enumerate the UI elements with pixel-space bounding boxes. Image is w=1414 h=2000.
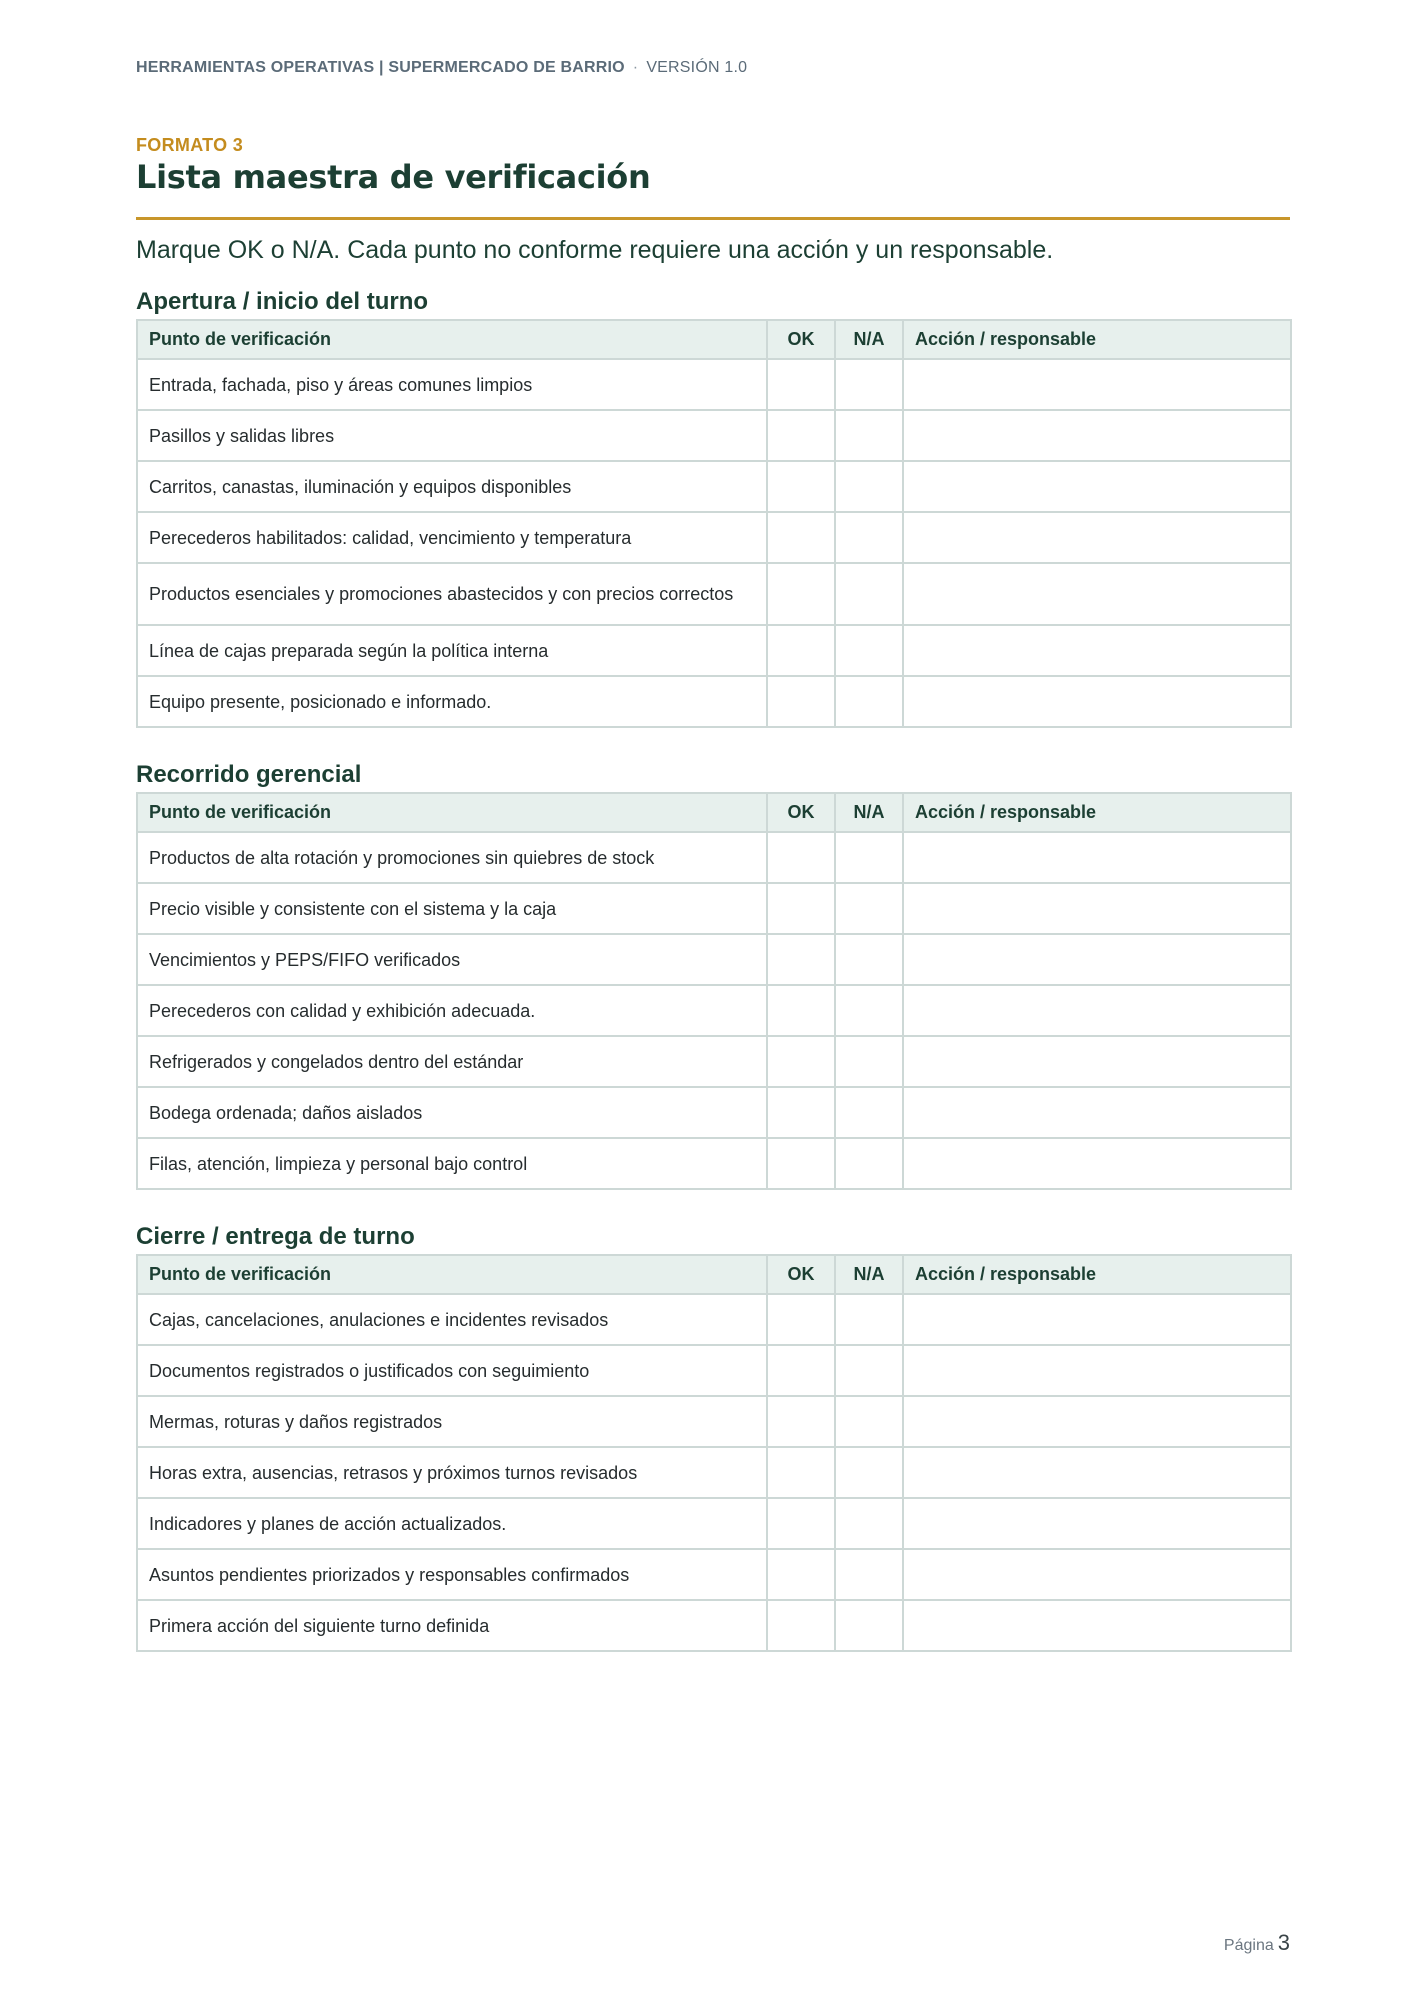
na-checkbox-cell[interactable] bbox=[835, 1345, 903, 1396]
table-row bbox=[137, 985, 1291, 1036]
check-item-label: Filas, atención, limpieza y personal bajo control bbox=[137, 1138, 767, 1189]
check-item-label: Horas extra, ausencias, retrasos y próximos turnos revisados bbox=[137, 1447, 767, 1498]
checklist-table bbox=[136, 319, 1292, 728]
column-header-ok: OK bbox=[767, 793, 835, 832]
page-title: Lista maestra de verificación bbox=[136, 158, 651, 196]
ok-checkbox-cell[interactable] bbox=[767, 883, 835, 934]
running-header bbox=[136, 59, 747, 77]
column-header-na: N/A bbox=[835, 320, 903, 359]
table-row bbox=[137, 1138, 1291, 1189]
table-row bbox=[137, 512, 1291, 563]
ok-checkbox-cell[interactable] bbox=[767, 985, 835, 1036]
action-responsible-field[interactable] bbox=[903, 1345, 1291, 1396]
table-row bbox=[137, 934, 1291, 985]
ok-checkbox-cell[interactable] bbox=[767, 1498, 835, 1549]
ok-checkbox-cell[interactable] bbox=[767, 1138, 835, 1189]
action-responsible-field[interactable] bbox=[903, 934, 1291, 985]
action-responsible-field[interactable] bbox=[903, 1549, 1291, 1600]
table-row bbox=[137, 1498, 1291, 1549]
action-responsible-field[interactable] bbox=[903, 410, 1291, 461]
na-checkbox-cell[interactable] bbox=[835, 985, 903, 1036]
table-header-row bbox=[137, 793, 1291, 832]
table-row bbox=[137, 410, 1291, 461]
check-item-label: Indicadores y planes de acción actualizados. bbox=[137, 1498, 767, 1549]
format-kicker: FORMATO 3 bbox=[136, 135, 244, 155]
instructions: Marque OK o N/A. Cada punto no conforme requiere una acción y un responsable. bbox=[136, 236, 1054, 264]
action-responsible-field[interactable] bbox=[903, 1498, 1291, 1549]
action-responsible-field[interactable] bbox=[903, 1447, 1291, 1498]
na-checkbox-cell[interactable] bbox=[835, 1549, 903, 1600]
table-header-row bbox=[137, 320, 1291, 359]
ok-checkbox-cell[interactable] bbox=[767, 1036, 835, 1087]
check-item-label: Precio visible y consistente con el sistema y la caja bbox=[137, 883, 767, 934]
check-item-label: Vencimientos y PEPS/FIFO verificados bbox=[137, 934, 767, 985]
table-row bbox=[137, 359, 1291, 410]
na-checkbox-cell[interactable] bbox=[835, 1036, 903, 1087]
ok-checkbox-cell[interactable] bbox=[767, 512, 835, 563]
check-item-label: Perecederos habilitados: calidad, vencimiento y temperatura bbox=[137, 512, 767, 563]
column-header-action: Acción / responsable bbox=[903, 793, 1291, 832]
check-item-label: Pasillos y salidas libres bbox=[137, 410, 767, 461]
check-item-label: Línea de cajas preparada según la política interna bbox=[137, 625, 767, 676]
action-responsible-field[interactable] bbox=[903, 512, 1291, 563]
action-responsible-field[interactable] bbox=[903, 359, 1291, 410]
ok-checkbox-cell[interactable] bbox=[767, 1294, 835, 1345]
ok-checkbox-cell[interactable] bbox=[767, 934, 835, 985]
na-checkbox-cell[interactable] bbox=[835, 461, 903, 512]
header-separator: · bbox=[632, 59, 639, 76]
ok-checkbox-cell[interactable] bbox=[767, 832, 835, 883]
ok-checkbox-cell[interactable] bbox=[767, 1600, 835, 1651]
check-item-label: Perecederos con calidad y exhibición adecuada. bbox=[137, 985, 767, 1036]
action-responsible-field[interactable] bbox=[903, 1396, 1291, 1447]
na-checkbox-cell[interactable] bbox=[835, 359, 903, 410]
header-org: HERRAMIENTAS OPERATIVAS | SUPERMERCADO DE BARRIO bbox=[136, 59, 625, 76]
column-header-item: Punto de verificación bbox=[137, 793, 767, 832]
ok-checkbox-cell[interactable] bbox=[767, 1549, 835, 1600]
na-checkbox-cell[interactable] bbox=[835, 1396, 903, 1447]
check-item-label: Mermas, roturas y daños registrados bbox=[137, 1396, 767, 1447]
section-recorrido bbox=[136, 758, 1290, 1190]
section-title: Apertura / inicio del turno bbox=[136, 288, 429, 315]
page-label: Página bbox=[1223, 1937, 1274, 1954]
check-item-label: Bodega ordenada; daños aislados bbox=[137, 1087, 767, 1138]
check-item-label: Carritos, canastas, iluminación y equipos disponibles bbox=[137, 461, 767, 512]
ok-checkbox-cell[interactable] bbox=[767, 1087, 835, 1138]
na-checkbox-cell[interactable] bbox=[835, 1087, 903, 1138]
ok-checkbox-cell[interactable] bbox=[767, 1447, 835, 1498]
na-checkbox-cell[interactable] bbox=[835, 832, 903, 883]
page-footer bbox=[1224, 1930, 1290, 1956]
ok-checkbox-cell[interactable] bbox=[767, 410, 835, 461]
na-checkbox-cell[interactable] bbox=[835, 563, 903, 625]
action-responsible-field[interactable] bbox=[903, 883, 1291, 934]
check-item-label: Equipo presente, posicionado e informado. bbox=[137, 676, 767, 727]
na-checkbox-cell[interactable] bbox=[835, 1294, 903, 1345]
ok-checkbox-cell[interactable] bbox=[767, 461, 835, 512]
column-header-item: Punto de verificación bbox=[137, 1255, 767, 1294]
action-responsible-field[interactable] bbox=[903, 461, 1291, 512]
column-header-item: Punto de verificación bbox=[137, 320, 767, 359]
table-row bbox=[137, 1600, 1291, 1651]
ok-checkbox-cell[interactable] bbox=[767, 359, 835, 410]
page-number: 3 bbox=[1277, 1930, 1290, 1955]
action-responsible-field[interactable] bbox=[903, 1036, 1291, 1087]
action-responsible-field[interactable] bbox=[903, 832, 1291, 883]
check-item-label: Documentos registrados o justificados con seguimiento bbox=[137, 1345, 767, 1396]
action-responsible-field[interactable] bbox=[903, 1138, 1291, 1189]
action-responsible-field[interactable] bbox=[903, 1600, 1291, 1651]
na-checkbox-cell[interactable] bbox=[835, 512, 903, 563]
checklist-table bbox=[136, 792, 1292, 1190]
action-responsible-field[interactable] bbox=[903, 1294, 1291, 1345]
table-row bbox=[137, 625, 1291, 676]
ok-checkbox-cell[interactable] bbox=[767, 563, 835, 625]
table-row bbox=[137, 1396, 1291, 1447]
check-item-label: Entrada, fachada, piso y áreas comunes limpios bbox=[137, 359, 767, 410]
column-header-ok: OK bbox=[767, 320, 835, 359]
check-item-label: Cajas, cancelaciones, anulaciones e incidentes revisados bbox=[137, 1294, 767, 1345]
title-divider bbox=[136, 217, 1290, 220]
table-row bbox=[137, 1036, 1291, 1087]
na-checkbox-cell[interactable] bbox=[835, 410, 903, 461]
check-item-label: Productos de alta rotación y promociones sin quiebres de stock bbox=[137, 832, 767, 883]
check-item-label: Productos esenciales y promociones abastecidos y con precios correctos bbox=[137, 563, 767, 625]
header-version: VERSIÓN 1.0 bbox=[646, 59, 748, 76]
action-responsible-field[interactable] bbox=[903, 625, 1291, 676]
table-row bbox=[137, 883, 1291, 934]
ok-checkbox-cell[interactable] bbox=[767, 676, 835, 727]
ok-checkbox-cell[interactable] bbox=[767, 1345, 835, 1396]
action-responsible-field[interactable] bbox=[903, 676, 1291, 727]
check-item-label: Asuntos pendientes priorizados y responsables confirmados bbox=[137, 1549, 767, 1600]
column-header-action: Acción / responsable bbox=[903, 320, 1291, 359]
check-item-label: Primera acción del siguiente turno definida bbox=[137, 1600, 767, 1651]
checklist-table bbox=[136, 1254, 1292, 1652]
section-cierre bbox=[136, 1220, 1290, 1652]
na-checkbox-cell[interactable] bbox=[835, 676, 903, 727]
check-item-label: Refrigerados y congelados dentro del estándar bbox=[137, 1036, 767, 1087]
action-responsible-field[interactable] bbox=[903, 563, 1291, 625]
column-header-ok: OK bbox=[767, 1255, 835, 1294]
na-checkbox-cell[interactable] bbox=[835, 934, 903, 985]
table-row bbox=[137, 1087, 1291, 1138]
column-header-na: N/A bbox=[835, 1255, 903, 1294]
ok-checkbox-cell[interactable] bbox=[767, 1396, 835, 1447]
table-header-row bbox=[137, 1255, 1291, 1294]
na-checkbox-cell[interactable] bbox=[835, 1600, 903, 1651]
action-responsible-field[interactable] bbox=[903, 1087, 1291, 1138]
section-title: Recorrido gerencial bbox=[136, 761, 362, 788]
na-checkbox-cell[interactable] bbox=[835, 625, 903, 676]
section-apertura bbox=[136, 285, 1290, 728]
table-row bbox=[137, 1294, 1291, 1345]
table-row bbox=[137, 1447, 1291, 1498]
section-title: Cierre / entrega de turno bbox=[136, 1223, 415, 1250]
table-row bbox=[137, 1345, 1291, 1396]
table-row bbox=[137, 461, 1291, 512]
na-checkbox-cell[interactable] bbox=[835, 883, 903, 934]
ok-checkbox-cell[interactable] bbox=[767, 625, 835, 676]
na-checkbox-cell[interactable] bbox=[835, 1138, 903, 1189]
table-row bbox=[137, 676, 1291, 727]
table-row bbox=[137, 832, 1291, 883]
na-checkbox-cell[interactable] bbox=[835, 1498, 903, 1549]
table-row bbox=[137, 1549, 1291, 1600]
column-header-action: Acción / responsable bbox=[903, 1255, 1291, 1294]
table-row bbox=[137, 563, 1291, 625]
na-checkbox-cell[interactable] bbox=[835, 1447, 903, 1498]
column-header-na: N/A bbox=[835, 793, 903, 832]
action-responsible-field[interactable] bbox=[903, 985, 1291, 1036]
